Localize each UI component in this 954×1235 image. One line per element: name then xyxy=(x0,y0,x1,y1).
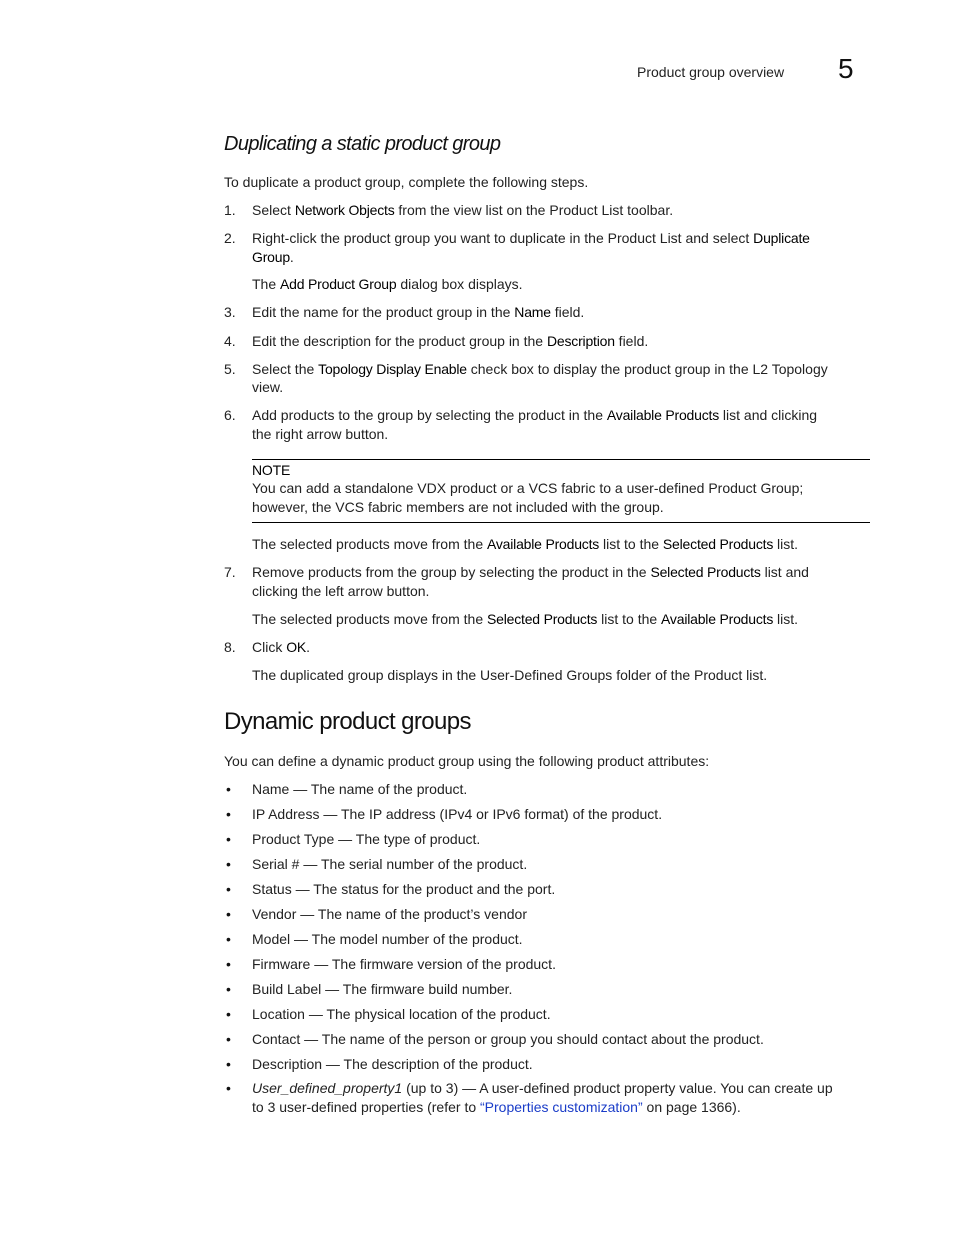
list-item: Serial # — The serial number of the product. xyxy=(252,856,528,872)
note-label: NOTE xyxy=(252,462,291,478)
ui-term: Group xyxy=(252,249,290,265)
bullet-dot: • xyxy=(226,1080,231,1096)
step-2-text-cont: Group. xyxy=(252,249,294,265)
note-bottom-rule xyxy=(252,522,870,523)
step-6-result: The selected products move from the Available Products list to the Selected Products list. xyxy=(252,536,799,552)
step-1-text: Select Network Objects from the view list on the Product List toolbar. xyxy=(252,202,674,218)
section-heading-duplicating: Duplicating a static product group xyxy=(224,133,501,155)
step-5-text: Select the Topology Display Enable check box to display the product group in the L2 Topology xyxy=(252,361,828,377)
step-7-result: The selected products move from the Selected Products list to the Available Products list. xyxy=(252,611,799,627)
bullet-dot: • xyxy=(226,1006,231,1022)
ui-term: Add Product Group xyxy=(280,276,397,292)
ui-term: Available Products xyxy=(661,611,774,627)
duplicating-intro: To duplicate a product group, complete the following steps. xyxy=(224,174,589,190)
bullet-dot: • xyxy=(226,806,231,822)
ui-term: Duplicate xyxy=(753,230,810,246)
step-number: 7. xyxy=(224,564,236,580)
chapter-number: 5 xyxy=(838,53,854,84)
list-item: Name — The name of the product. xyxy=(252,781,468,797)
step-4-text: Edit the description for the product group in the Description field. xyxy=(252,333,649,349)
list-item-user-defined: User_defined_property1 (up to 3) — A user-defined product property value. You can create up xyxy=(252,1080,833,1096)
list-item: Vendor — The name of the product’s vendor xyxy=(252,906,527,922)
step-number: 3. xyxy=(224,304,236,320)
bullet-dot: • xyxy=(226,906,231,922)
ui-term: Available Products xyxy=(606,407,720,423)
note-text-line-1: You can add a standalone VDX product or a VCS fabric to a user-defined Product Group; xyxy=(252,480,804,496)
ui-term: OK xyxy=(286,639,307,655)
note-top-rule xyxy=(252,459,870,460)
step-3-text: Edit the name for the product group in the Name field. xyxy=(252,304,585,320)
ui-term: Selected Products xyxy=(650,564,761,580)
list-item: Status — The status for the product and the port. xyxy=(252,881,556,897)
ui-term: Selected Products xyxy=(662,536,774,552)
step-number: 8. xyxy=(224,639,236,655)
bullet-dot: • xyxy=(226,1031,231,1047)
step-2-text: Right-click the product group you want to duplicate in the Product List and select Duplicate xyxy=(252,230,810,246)
step-5-text-cont: view. xyxy=(252,379,284,395)
list-item-user-defined-cont: to 3 user-defined properties (refer to “Properties customization” on page 1366). xyxy=(252,1099,741,1115)
step-number: 1. xyxy=(224,202,236,218)
list-item: Contact — The name of the person or group you should contact about the product. xyxy=(252,1031,764,1047)
step-number: 4. xyxy=(224,333,236,349)
ui-term: Name xyxy=(514,304,551,320)
bullet-dot: • xyxy=(226,781,231,797)
list-item: Product Type — The type of product. xyxy=(252,831,481,847)
ui-term: Description xyxy=(546,333,615,349)
running-header-section: Product group overview xyxy=(637,64,785,80)
properties-customization-link[interactable]: “Properties customization” xyxy=(480,1099,643,1115)
step-7-text-cont: clicking the left arrow button. xyxy=(252,583,430,599)
step-number: 6. xyxy=(224,407,236,423)
list-item: Model — The model number of the product. xyxy=(252,931,523,947)
dynamic-intro: You can define a dynamic product group using the following product attributes: xyxy=(224,753,710,769)
bullet-dot: • xyxy=(226,831,231,847)
bullet-dot: • xyxy=(226,931,231,947)
list-item: Firmware — The firmware version of the product. xyxy=(252,956,556,972)
bullet-dot: • xyxy=(226,956,231,972)
bullet-dot: • xyxy=(226,981,231,997)
step-number: 2. xyxy=(224,230,236,246)
step-8-text: Click OK. xyxy=(252,639,310,655)
list-item: Location — The physical location of the product. xyxy=(252,1006,551,1022)
ui-term: Selected Products xyxy=(487,611,598,627)
step-2-result: The Add Product Group dialog box displays. xyxy=(252,276,523,292)
step-6-text-cont: the right arrow button. xyxy=(252,426,389,442)
list-item: IP Address — The IP address (IPv4 or IPv6 format) of the product. xyxy=(252,806,663,822)
step-8-result: The duplicated group displays in the User-Defined Groups folder of the Product list. xyxy=(252,667,768,683)
section-heading-dynamic: Dynamic product groups xyxy=(224,708,471,735)
step-7-text: Remove products from the group by selecting the product in the Selected Products list and xyxy=(252,564,809,580)
ui-term: Topology Display Enable xyxy=(318,361,467,377)
bullet-dot: • xyxy=(226,1056,231,1072)
list-item: Description — The description of the product. xyxy=(252,1056,533,1072)
ui-term: Network Objects xyxy=(294,202,395,218)
step-number: 5. xyxy=(224,361,236,377)
list-item: Build Label — The firmware build number. xyxy=(252,981,513,997)
note-text-line-2: however, the VCS fabric members are not included with the group. xyxy=(252,499,664,515)
bullet-dot: • xyxy=(226,856,231,872)
step-6-text: Add products to the group by selecting the product in the Available Products list and clicking xyxy=(252,407,818,423)
bullet-dot: • xyxy=(226,881,231,897)
ui-term: Available Products xyxy=(487,536,600,552)
